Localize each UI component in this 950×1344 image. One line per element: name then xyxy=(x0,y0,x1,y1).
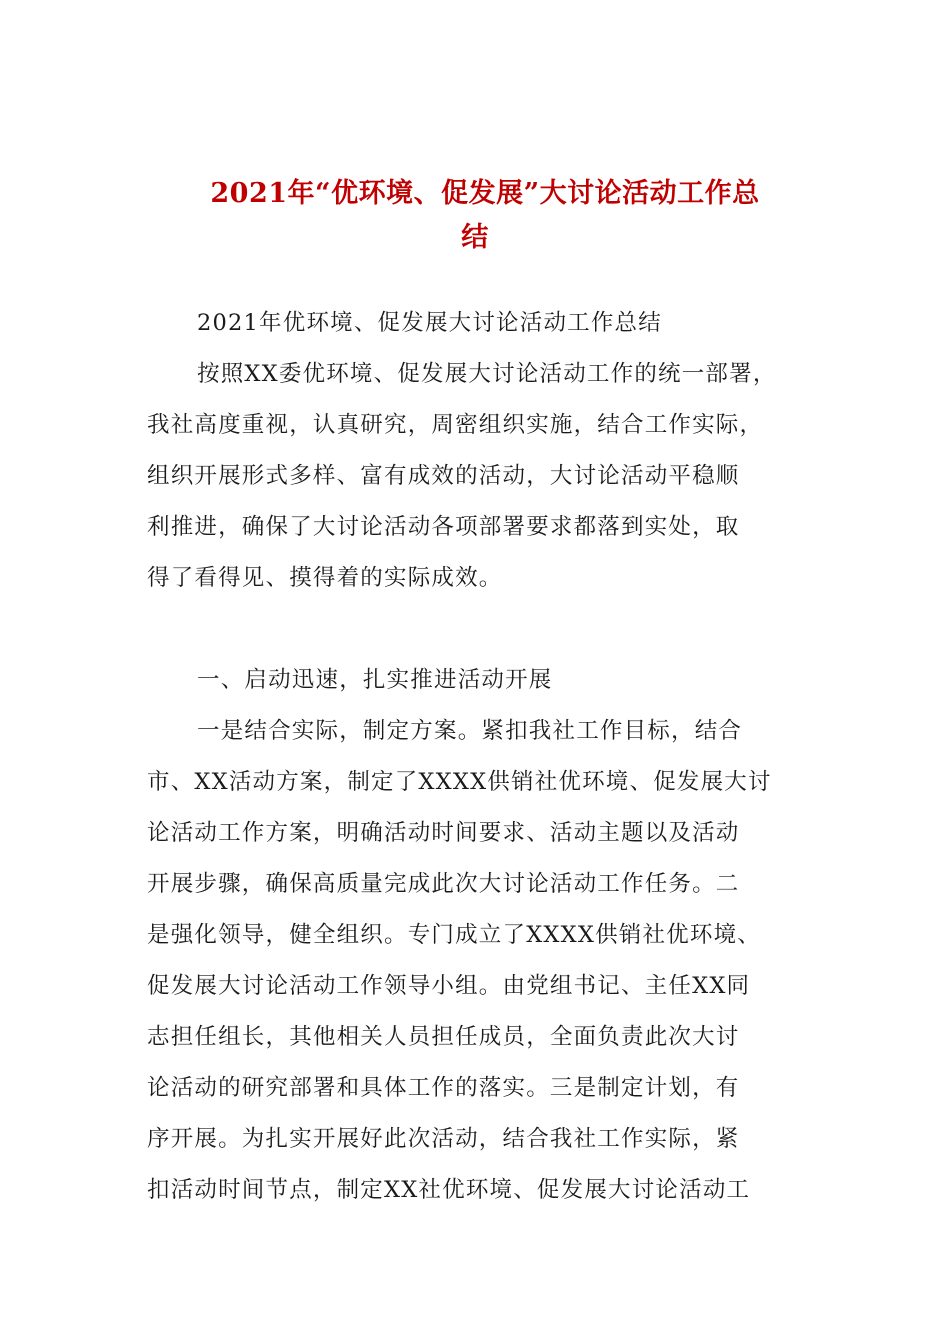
text-line: 开展步骤，确保高质量完成此次大讨论活动工作任务。二 xyxy=(147,871,740,897)
title-line-1: 2021年“优环境、促发展”大讨论活动工作总 xyxy=(210,178,760,209)
document-title xyxy=(145,172,805,260)
text-line: 2021年优环境、促发展大讨论活动工作总结 xyxy=(197,310,662,336)
text-line: 我社高度重视，认真研究，周密组织实施，结合工作实际， xyxy=(147,412,764,438)
title-line-2: 结 xyxy=(461,222,489,253)
text-line: 利推进，确保了大讨论活动各项部署要求都落到实处，取 xyxy=(147,514,740,540)
text-line: 是强化领导，健全组织。专门成立了XXXX供销社优环境、 xyxy=(147,922,761,948)
text-line: 序开展。为扎实开展好此次活动，结合我社工作实际，紧 xyxy=(147,1126,740,1152)
text-line: 论活动工作方案，明确活动时间要求、活动主题以及活动 xyxy=(147,820,740,846)
text-line: 促发展大讨论活动工作领导小组。由党组书记、主任XX同 xyxy=(147,973,751,999)
text-line: 一、启动迅速，扎实推进活动开展 xyxy=(197,667,553,693)
text-line: 志担任组长，其他相关人员担任成员，全面负责此次大讨 xyxy=(147,1024,740,1050)
text-line: 扣活动时间节点，制定XX社优环境、促发展大讨论活动工 xyxy=(147,1177,751,1203)
text-line: 论活动的研究部署和具体工作的落实。三是制定计划，有 xyxy=(147,1075,740,1101)
text-line: 市、XX活动方案，制定了XXXX供销社优环境、促发展大讨 xyxy=(147,769,772,795)
text-line: 得了看得见、摸得着的实际成效。 xyxy=(147,565,503,591)
document-body xyxy=(147,298,807,1216)
paragraph-gap xyxy=(147,604,807,655)
text-line: 按照XX委优环境、促发展大讨论活动工作的统一部署， xyxy=(197,361,777,387)
text-line: 一是结合实际，制定方案。紧扣我社工作目标，结合 xyxy=(197,718,743,744)
text-line: 组织开展形式多样、富有成效的活动，大讨论活动平稳顺 xyxy=(147,463,740,489)
